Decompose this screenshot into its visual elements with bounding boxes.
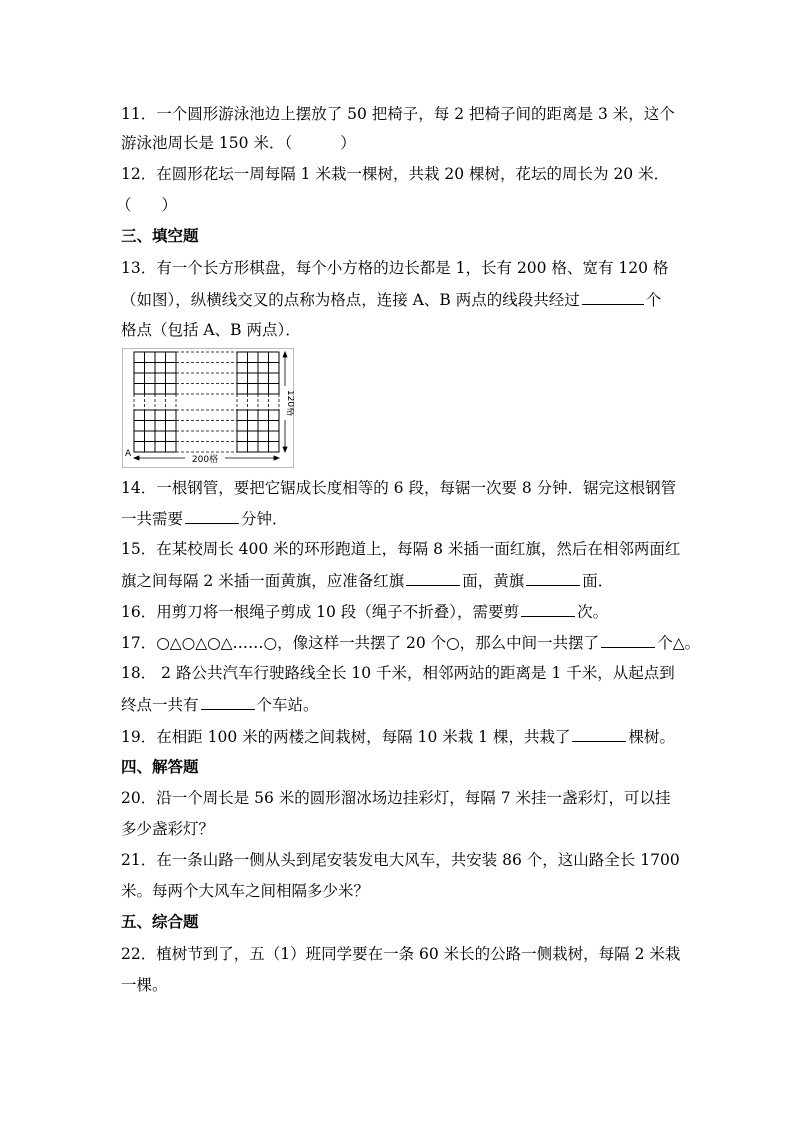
- question-18-text: 终点一共有: [121, 696, 199, 714]
- question-14-line-1: 14．一根钢管，要把它锯成长度相等的 6 段，每锯一次要 8 分钟．锯完这根钢管: [121, 479, 677, 497]
- question-14-line-2: [121, 506, 734, 530]
- question-21-line-2: 米。每两个大风车之间相隔多少米？: [121, 882, 370, 900]
- section-4-heading: 四、解答题: [121, 757, 199, 776]
- grid-bottom-left: [134, 410, 176, 452]
- question-16-line-1: [121, 599, 734, 623]
- question-13-text-tail: 个: [645, 291, 662, 309]
- question-15-text-tail: 面．: [582, 572, 614, 590]
- question-11-line-1: 11．一个圆形游泳池边上摆放了 50 把椅子，每 2 把椅子间的距离是 3 米，这个: [121, 105, 675, 123]
- answer-blank[interactable]: [521, 599, 575, 617]
- question-14-text-tail: 分钟．: [241, 510, 288, 528]
- question-15-line-1: 15．在某校周长 400 米的环形跑道上，每隔 8 米插一面红旗，然后在相邻两面红: [121, 540, 681, 558]
- question-22-line-1: 22．植树节到了，五（1）班同学要在一条 60 米长的公路一侧栽树，每隔 2 米栽: [121, 945, 681, 963]
- answer-blank[interactable]: [185, 506, 239, 524]
- width-label: 200格: [191, 455, 219, 465]
- answer-paren-close: ）: [161, 196, 178, 214]
- question-19-text-tail: 棵树。: [628, 728, 675, 746]
- question-13-line-2: [121, 287, 734, 311]
- grid-top-right: [237, 352, 279, 394]
- answer-paren-close: ）: [340, 134, 356, 152]
- answer-blank-red-flags[interactable]: [406, 568, 460, 586]
- question-18-line-1: 18． 2 路公共汽车行驶路线全长 10 千米，相邻两站的距离是 1 千米，从起点到: [121, 664, 675, 682]
- answer-blank[interactable]: [201, 692, 255, 710]
- answer-paren-open: （: [116, 196, 132, 214]
- question-13-text: （如图），纵横线交叉的点称为格点，连接 A、B 两点的线段共经过: [121, 291, 580, 309]
- question-11-line-2: [121, 131, 734, 155]
- answer-blank[interactable]: [582, 287, 644, 305]
- question-12-line-2: [116, 193, 734, 217]
- question-16-text: 16．用剪刀将一根绳子剪成 10 段（绳子不折叠），需要剪: [121, 603, 520, 621]
- dashed-connectors: [134, 352, 279, 452]
- question-15-text-mid: 面，黄旗: [462, 572, 525, 590]
- question-13-line-3: 格点（包括 A、B 两点）．: [121, 321, 301, 339]
- section-5-heading: 五、综合题: [121, 912, 199, 931]
- question-17-text: 17．○△○△○△……○，像这样一共摆了 20 个○，那么中间一共摆了: [121, 634, 600, 652]
- question-15-line-2: [121, 568, 734, 592]
- answer-blank[interactable]: [601, 630, 655, 648]
- question-17-text-tail: 个△。: [657, 634, 701, 652]
- height-label: 120格: [285, 389, 294, 417]
- question-15-text: 旗之间每隔 2 米插一面黄旗，应准备红旗: [121, 572, 405, 590]
- question-12-line-1: 12．在圆形花坛一周每隔 1 米栽一棵树，共栽 20 棵树，花坛的周长为 20 米．: [121, 165, 670, 183]
- chessboard-figure: [122, 348, 294, 468]
- answer-blank[interactable]: [572, 724, 626, 742]
- question-22-line-2: 一棵。: [121, 976, 168, 994]
- question-19-line-1: [121, 724, 734, 748]
- question-11-text: 游泳池周长是 150 米．: [121, 134, 285, 152]
- question-16-text-tail: 次。: [577, 603, 609, 621]
- question-13-line-1: 13．有一个长方形棋盘，每个小方格的边长都是 1，长有 200 格、宽有 120 格: [121, 259, 669, 277]
- question-18-text-tail: 个车站。: [256, 696, 319, 714]
- grid-bottom-right: [237, 410, 279, 452]
- answer-blank-yellow-flags[interactable]: [526, 568, 580, 586]
- question-20-line-1: 20．沿一个周长是 56 米的圆形溜冰场边挂彩灯，每隔 7 米挂一盏彩灯，可以挂: [121, 789, 671, 807]
- question-20-line-2: 多少盏彩灯？: [121, 820, 215, 838]
- question-17-line-1: [121, 630, 734, 654]
- point-a-label: A: [125, 449, 132, 459]
- chessboard-diagram: [122, 348, 294, 468]
- section-3-heading: 三、填空题: [121, 226, 199, 245]
- answer-paren-open: （: [284, 134, 293, 152]
- question-18-line-2: [121, 692, 734, 716]
- figure-frame: [123, 349, 294, 468]
- question-14-text: 一共需要: [121, 510, 184, 528]
- question-19-text: 19．在相距 100 米的两楼之间栽树，每隔 10 米栽 1 棵，共栽了: [121, 728, 571, 746]
- grid-top-left: [134, 352, 176, 394]
- question-21-line-1: 21．在一条山路一侧从头到尾安装发电大风车，共安装 86 个，这山路全长 1700: [121, 851, 680, 869]
